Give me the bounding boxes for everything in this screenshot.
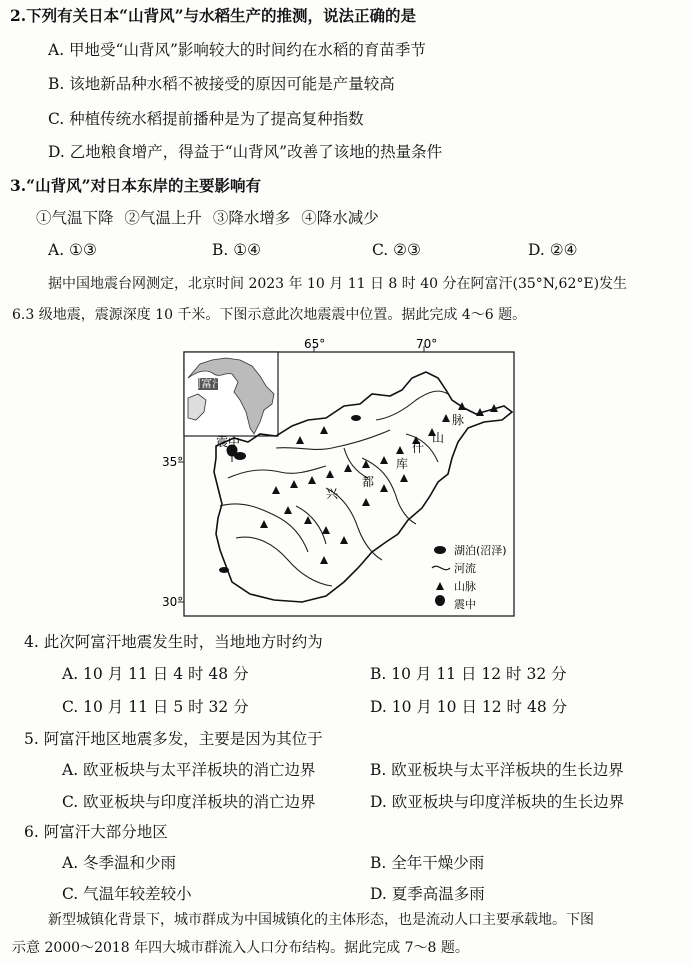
- mountain-label-2: 都: [362, 475, 375, 489]
- mountain-label-3: 库: [396, 457, 409, 471]
- q4-option-d[interactable]: D. 10 月 10 日 12 时 48 分: [370, 698, 568, 716]
- passage2-line1: 新型城镇化背景下，城市群成为中国城镇化的主体形态，也是流动人口主要承载地。下图: [48, 912, 594, 928]
- legend-lake: 湖泊(沼泽): [454, 544, 507, 557]
- lat-35-label: 35°: [162, 455, 184, 469]
- mountain-label-4: 什: [412, 441, 425, 455]
- q6-option-a[interactable]: A. 冬季温和少雨: [62, 854, 177, 872]
- q3-items: ①气温下降 ②气温上升 ③降水增多 ④降水减少: [36, 209, 379, 227]
- lon-65-label: 65°: [304, 337, 326, 351]
- q2-option-b[interactable]: B. 该地新品种水稻不被接受的原因可能是产量较高: [48, 75, 395, 93]
- passage1-line2: 6.3 级地震，震源深度 10 千米。下图示意此次地震震中位置。据此完成 4～6 题。: [12, 307, 527, 323]
- q3-stem: 3.“山背风”对日本东岸的主要影响有: [10, 176, 262, 195]
- q5-stem: 5. 阿富汗地区地震多发，主要是因为其位于: [24, 730, 323, 748]
- q3-option-a[interactable]: A. ①③: [48, 241, 97, 259]
- legend-mountain: 山脉: [454, 580, 476, 593]
- q2-option-c[interactable]: C. 种植传统水稻提前播种是为了提高复种指数: [48, 110, 364, 128]
- passage2-line2: 示意 2000～2018 年四大城市群流入人口分布结构。据此完成 7～8 题。: [12, 940, 469, 956]
- legend-river-icon: [432, 566, 450, 569]
- q4-stem: 4. 此次阿富汗地震发生时，当地地方时约为: [24, 633, 323, 651]
- lake-3: [219, 567, 229, 573]
- mountain-label-5: 山: [432, 431, 445, 445]
- legend-river: 河流: [454, 562, 476, 575]
- q3-option-c[interactable]: C. ②③: [372, 241, 421, 259]
- q5-option-a[interactable]: A. 欧亚板块与太平洋板块的消亡边界: [62, 761, 316, 779]
- q4-option-c[interactable]: C. 10 月 11 日 5 时 32 分: [62, 698, 249, 716]
- q2-option-d[interactable]: D. 乙地粮食增产，得益于“山背风”改善了该地的热量条件: [48, 143, 443, 161]
- inset-map: [184, 352, 278, 436]
- legend-lake-icon: [434, 546, 446, 554]
- q5-option-d[interactable]: D. 欧亚板块与印度洋板块的生长边界: [370, 793, 625, 811]
- q5-option-c[interactable]: C. 欧亚板块与印度洋板块的消亡边界: [62, 793, 316, 811]
- q4-option-a[interactable]: A. 10 月 11 日 4 时 48 分: [62, 665, 249, 683]
- lat-30-label: 30°: [162, 595, 184, 609]
- q4-option-b[interactable]: B. 10 月 11 日 12 时 32 分: [370, 665, 567, 683]
- q2-option-a[interactable]: A. 甲地受“山背风”影响较大的时间约在水稻的育苗季节: [48, 41, 426, 59]
- q3-option-d[interactable]: D. ②④: [528, 241, 578, 259]
- lon-70-label: 70°: [416, 337, 438, 351]
- inset-label: 阿富汗: [190, 377, 223, 390]
- q6-option-d[interactable]: D. 夏季高温多雨: [370, 885, 485, 903]
- q2-stem: 2.下列有关日本“山背风”与水稻生产的推测，说法正确的是: [10, 6, 417, 25]
- mountain-label-1: 兴: [326, 487, 339, 501]
- q6-stem: 6. 阿富汗大部分地区: [24, 823, 168, 841]
- legend-mountain-icon: [436, 582, 444, 590]
- legend-epicenter: 震中: [454, 598, 476, 611]
- legend-epicenter-icon: [435, 595, 445, 606]
- map-legend: [432, 543, 507, 611]
- q6-option-b[interactable]: B. 全年干燥少雨: [370, 854, 485, 872]
- q5-option-b[interactable]: B. 欧亚板块与太平洋板块的生长边界: [370, 761, 624, 779]
- q6-option-c[interactable]: C. 气温年较差较小: [62, 885, 192, 903]
- lake-2: [351, 415, 361, 421]
- afghanistan-map: [162, 337, 522, 620]
- passage1-line1: 据中国地震台网测定，北京时间 2023 年 10 月 11 日 8 时 40 分在阿富汗(35°N,62°E)发生: [48, 276, 628, 292]
- mountain-label-6: 脉: [452, 413, 465, 427]
- epicenter-label: 震中: [216, 435, 241, 449]
- q3-option-b[interactable]: B. ①④: [212, 241, 262, 259]
